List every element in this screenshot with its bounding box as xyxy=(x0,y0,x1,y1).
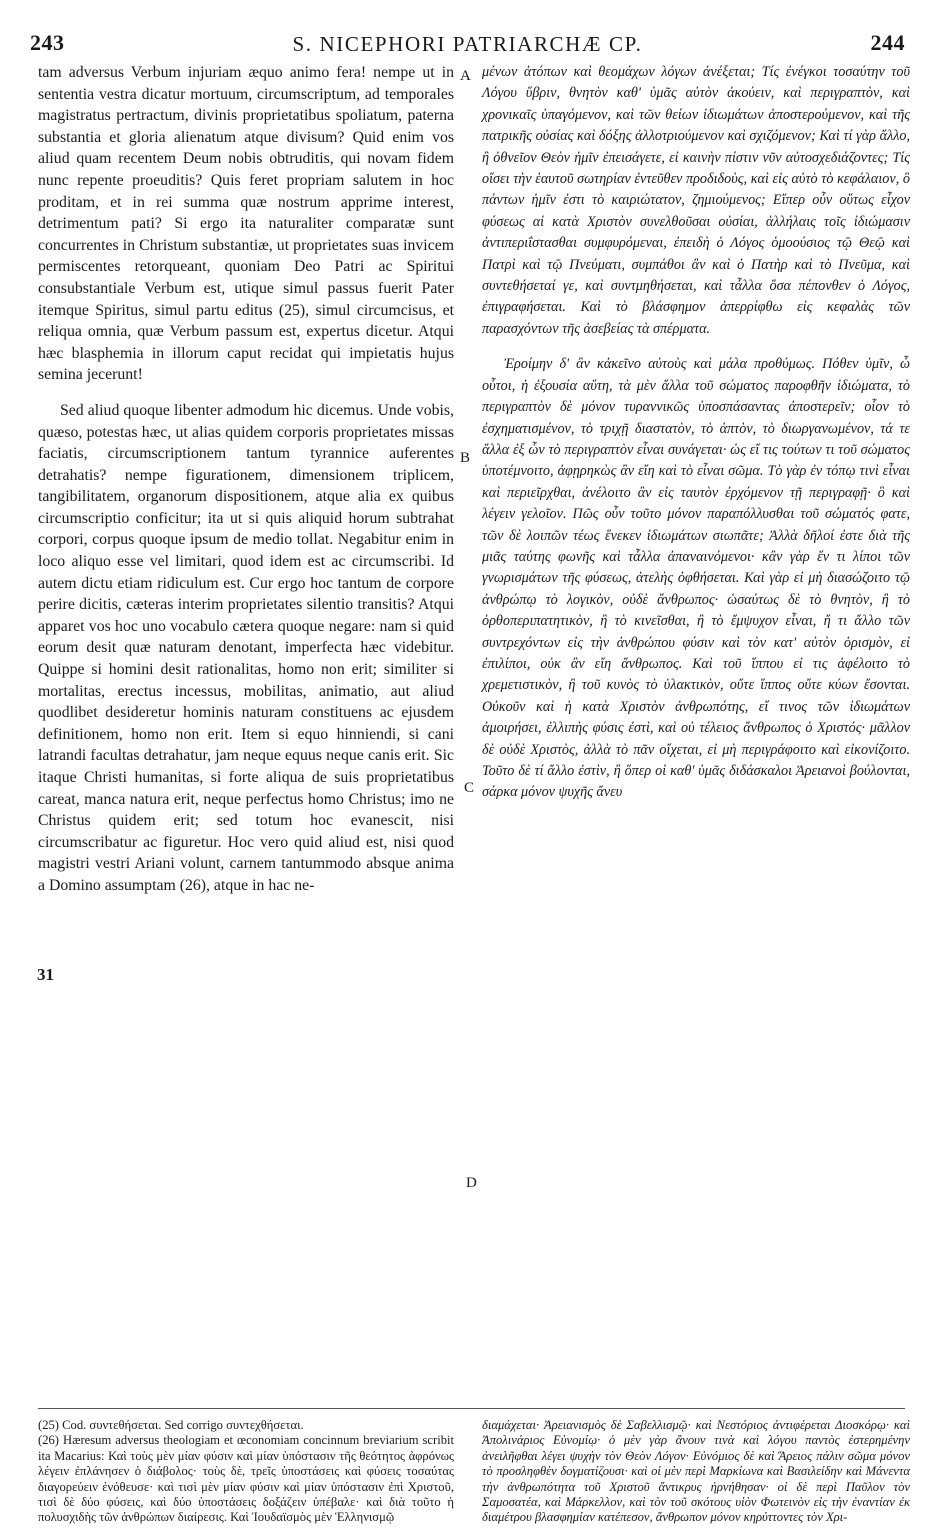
page-number-right: 244 xyxy=(870,30,905,55)
footnote-25: (25) Cod. συντεθήσεται. Sed corrigo συντεχθήσεται. xyxy=(38,1418,304,1432)
footnotes-left xyxy=(38,1418,454,1526)
latin-paragraph-2: Sed aliud quoque libenter admodum hic dicemus. Unde vobis, quæso, potestas hæc, ut alias quidem corporis proprietates missas faciatis, circumscriptionem tantum tyrannice auferentes detrahatis? nempe figurationem, dimensionem triplicem, tangibilitatem, organorum dispositionem, atque alia ex quibus circumscriptio conficitur; ita ut si quis aliquid horum subtrahat corpori, corpus quoque ipsum de medio tollat. Negabitur enim in loco aliquo esse vel limitari, quod idem est ac circumscribi. Id autem dictu etiam ridiculum est. Cur ergo hoc tantum de corpore perire dicitis, cæteras interim proprietates silentio transitis? Atqui apparet vos hoc uno vocabulo cætera quoque negare: nam si quid eorum desit quæ naturam denotant, imperfecta hæc videbitur. Quippe si homini desit rationalitas, homo non erit; similiter si mortalitas, erectus incessus, mobilitas, animatio, aut aliud quodlibet desideretur hominis naturam constituens ac ejusdem definitionem, homo non erit. Item si equo hinniendi, si cani latrandi facultas detrahatur, jam neque equus neque canis erit. Sic itaque Christi humanitas, si forte aliqua de suis proprietatibus careat, manca natura erit, neque perfectus homo Christus; imo ne Christus quidem erit; sed totum hoc evanescit, nisi circumscribatur ac figuretur. Hoc vero quid aliud est, nisi quod magistri vestri Ariani volunt, carnem tantummodo absque anima a Domino assumptam (26), atque in hac ne- xyxy=(38,401,454,894)
footnote-26: (26) Hæresum adversus theologiam et œconomiam concinnum breviarium scribit ita Macarius: Καὶ τοὺς μὲν μίαν φύσιν καὶ μίαν ὑπόστασιν τῆς θεότητος ἀφρόνως λέγειν ἐπλάνησεν ὁ διάβολος· τοὺς δὲ, τρεῖς ὑποστάσεις καὶ φύσεις τοσαύτας διαγορεύειν ἐνόθευσε· καὶ τισὶ μὲν μίαν φύσιν καὶ μίαν ὑπόστασιν ἐπὶ Χριστοῦ, τισὶ δὲ δύο φύσεις, καὶ δύο ὑποστάσεις δοξάζειν ὑπέβαλε· καὶ διὰ τοῦτο ἡ πολυσχιδὴς τῶν ἀνθρώπων διαίρεσις. Καὶ Ἰουδαϊσμὸς μὲν Ἑλληνισμῷ xyxy=(38,1433,454,1525)
footnote-divider xyxy=(38,1408,905,1409)
margin-column-number: 31 xyxy=(37,965,54,984)
greek-paragraph-2: Ἐροίμην δ' ἂν κἀκεῖνο αὐτοὺς καὶ μάλα προθύμως. Πόθεν ὑμῖν, ὦ οὗτοι, ἡ ἐξουσία αὕτη, τὰ μὲν ἄλλα τοῦ σώματος παροφθῆν ἰδιώματα, τὸ περιγραπτὸν δὲ μόνον τυραννικῶς ὑποσπάσαντας ἀποστερεῖν; οἷον τὸ ἐσχηματισμένον, τὸ τριχῇ διαστατὸν, τὸ ἁπτὸν, τὸ διωργανωμένον, τά τε ἄλλα ἐξ ὧν τὸ περιγραπτὸν εἶναι συνάγεται· ὡς εἴ τις τούτων τι τοῦ σώματος ὑποτέμνοιτο, ἀφῃρηκὼς ἂν εἴη καὶ τὸ εἶναι σῶμα. Τὸ γὰρ ἐν τόπῳ τινὶ εἶναι καὶ περιεῖρχθαι, ἀνέλοιτο ἂν εἰς ταυτὸν ἐρχόμενον τῇ περιγραφῇ· ὃ καὶ λέγειν γελοῖον. Πῶς οὖν τοῦτο μόνον παραπόλλυσθαι τοῦ σώματός φατε, τῶν δὲ λοιπῶν τέως ἕνεκεν ἰδιωμάτων σιωπᾶτε; Ἀλλὰ δῆλοί ἐστε διὰ τῆς μιᾶς ταύτης φωνῆς καὶ τἆλλα ἀπαναινόμενοι· κἂν γὰρ ἕν τι λίποι τῶν γνωρισμάτων τῆς φύσεως, ἀτελὴς ὀφθήσεται. Καὶ γὰρ εἰ μὴ διασώζοιτο τῷ ἀνθρώπῳ τὸ λογικὸν, οὐδὲ ἄνθρωπος· ὡσαύτως δὲ τὸ θνητὸν, ἢ τὸ ὀρθοπεριπατητικὸν, ἢ τὸ κινεῖσθαι, ἢ τὸ ἔμψυχον εἶναι, ἤ τι ἄλλο τῶν συντρεχόντων εἰς τὴν ἀνθρώπου φύσιν καὶ τὸν κατ' αὐτὸν ὁρισμὸν, εἰ ἐπιλίποι, οὐκ ἂν εἴη ἄνθρωπος. Καὶ τοῦ ἵππου εἰ τις ἀφέλοιτο τὸ χρεμετιστικὸν, ἢ τοῦ κυνὸς τὸ ὑλακτικὸν, οὔτε ἵππος οὔτε κύων ἔσονται. Οὐκοῦν καὶ ἡ κατὰ Χριστὸν ἀνθρωπότης, εἴ τινος τῶν ἰδιωμάτων ἀμοιρήσει, ἐλλιπὴς φύσις ἐστὶ, καὶ οὐ τέλειος ἄνθρωπος ὁ Χριστός· μᾶλλον δὲ οὐδὲ Χριστὸς, ἀλλὰ τὸ πᾶν οἴχεται, εἰ μὴ περιγράφοιτο καὶ εἰκονίζοιτο. Τοῦτο δὲ τί ἄλλο ἐστὶν, ἢ ὅπερ οἱ καθ' ὑμᾶς διδάσκαλοι Ἀρειανοὶ βούλονται, σάρκα μόνον ψυχῆς ἄνευ xyxy=(482,356,910,801)
footnote-26-continued: διαμάχεται· Ἀρειανισμὸς δὲ Σαβελλισμῷ· καὶ Νεστόριος ἀντιφέρεται Διοσκόρῳ· καὶ Ἀπολινάριος Εὐνομίῳ· ὁ μὲν γὰρ ἄνουν τινὰ καὶ λόγου παντὸς ἐστερημένην ἀνειλῆφθαι λέγει ψυχὴν τὸν Θεὸν Λόγον· Εὐνόμιος δὲ καὶ Ἄρειος πάλιν σῶμα μόνον τὸ προσληφθὲν δογματίζουσι· καὶ οἱ μὲν περὶ Μαρκίωνα καὶ Βασιλείδην καὶ Μάνεντα τὴν ἀνθρωπότητα τοῦ Χριστοῦ ἄντικρυς ἠρνήθησαν· οἱ δὲ περὶ Παῦλον τὸν Σαμοσατέα, καὶ Μάρκελλον, καὶ τὸν τοῦ σκότους υἱὸν Φωτεινὸν εἰς τὴν ἐναντίαν ἐκ διαμέτρου βλασφημίαν κατέπεσον, ἄνθρωπον μόνον κηρύττοντες τὸν Χρι- xyxy=(482,1418,910,1525)
margin-marker-a: A xyxy=(460,68,471,84)
running-title: S. NICEPHORI PATRIARCHÆ CP. xyxy=(292,32,643,56)
footnotes-right xyxy=(482,1418,910,1526)
greek-column xyxy=(482,62,910,804)
latin-column xyxy=(38,62,454,897)
margin-marker-c: C xyxy=(464,780,475,796)
margin-marker-d: D xyxy=(466,1175,477,1191)
page-number-left: 243 xyxy=(30,30,65,55)
latin-paragraph-1: tam adversus Verbum injuriam æquo animo fera! nempe ut in sententia vestra dicatur mortuum, circumscriptum, ad temporales magistratus pertractum, divinis proprietatibus spoliatum, paterna substantia et gloria alienatum atque divisum? Quid enim vos aliud quam recentem Deum nobis obtruditis, qui novam fidem nunc repente proeuditis? Quis feret propriam salutem in hoc proditam, et in rei summa quæ nostrum apprime interest, detrimentum pati? Si ergo ita naturaliter comparatæ sunt concurrentes in Christum substantiæ, ut proprietates suas invicem permiscentes retorqueant, quoniam Deo Patri ac Spiritui consubstantiale Verbum est, utique simul passus fuerit Pater itemque Spiritus, simul partu editus (25), simul circumcisus, et reliqua omnia, quæ Verbum passum est, expertus dicetur. Atqui hæc blasphemia in illorum caput recidat qui impietatis hujus semina jecerunt! xyxy=(38,64,454,384)
page-header xyxy=(30,30,905,60)
margin-marker-b: B xyxy=(460,450,471,466)
greek-paragraph-1: μένων ἀτόπων καὶ θεομάχων λόγων ἀνέξεται; Τίς ἐνέγκοι τοσαύτην τοῦ Λόγου ὕβριν, θνητὸν καθ' ὑμᾶς αὐτὸν ἀκούειν, καὶ περιγραπτὸν, καὶ χρονικαῖς ὑπαγόμενον, καὶ τῶν θείων ἰδιωμάτων ἀποστερούμενον, καὶ τῆς πατρικῆς οὐσίας καὶ δόξης ἀλλοτριούμενον καὶ σχιζόμενον; Καὶ τί γὰρ ἄλλο, ἢ ὀθνεῖον Θεὸν ἡμῖν ἐπεισάγετε, εἰ καινὴν πίστιν νῦν αὐτοσχεδιάζοντες; Τίς οἴσει τὴν ἑαυτοῦ σωτηρίαν ἐντεῦθεν προδιδοὺς, καὶ εἰς αὐτὸ τὸ κεφάλαιον, ὃ πάντων ἡμῖν ἐστι τὸ καιριώτατον, ζημιούμενος; Εἴπερ οὖν οὕτως εἶχον φύσεως αἱ κατὰ Χριστὸν συνελθοῦσαι οὐσίαι, ἀλλήλαις τοῖς ἰδιώμασιν ἀντιπεριΐστασθαι συμφυρόμεναι, ἐπειδὴ ὁ Λόγος ὁμοούσιος τῷ Θεῷ καὶ Πατρὶ καὶ τῷ Πνεύματι, συμπάθοι ἂν καὶ ὁ Πατὴρ καὶ τὸ Πνεῦμα, καὶ συντεθήσεταί γε, καὶ συντμηθήσεται, καὶ τἆλλα ὅσα πέπονθεν ὁ Λόγος, ἐπιγραφήσεται. Καὶ τὸ βλάσφημον ἀπερρίφθω εἰς κεφαλὰς τῶν παρασχόντων τῆς ἀσεβείας τὰ σπέρματα. xyxy=(482,64,910,337)
